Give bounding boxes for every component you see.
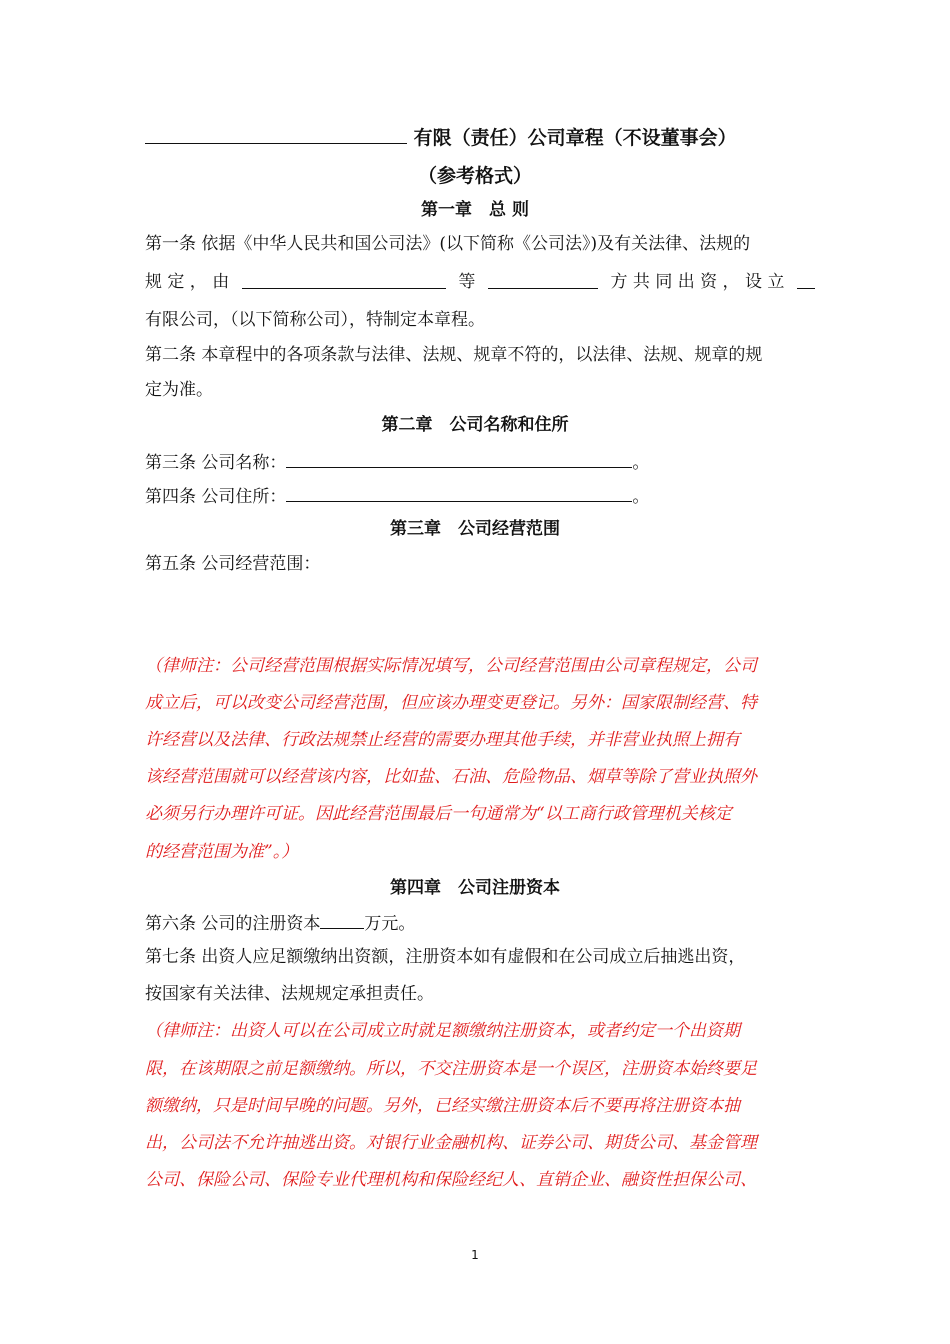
article-1-text-b: 等 xyxy=(458,272,476,292)
document-title xyxy=(145,124,815,152)
article-4-end: 。 xyxy=(632,487,650,507)
lawyer-note-2-line-1: （律师注：出资人可以在公司成立时就足额缴纳注册资本，或者约定一个出资期 xyxy=(145,1021,740,1041)
lawyer-note-2-line-3: 额缴纳，只是时间早晚的问题。另外，已经实缴注册资本后不要再将注册资本抽 xyxy=(145,1096,740,1116)
article-6-unit: 万元。 xyxy=(364,914,416,934)
article-1-line-3: 有限公司，（以下简称公司），特制定本章程。 xyxy=(145,310,485,330)
party-count-blank xyxy=(488,270,598,289)
company-blank xyxy=(797,270,815,289)
article-7-line-2: 按国家有关法律、法规规定承担责任。 xyxy=(145,984,434,1004)
article-1-text-a: 规 定 ， 由 xyxy=(145,272,230,292)
company-name-blank xyxy=(145,125,407,144)
article-2-line-1: 第二条 本章程中的各项条款与法律、法规、规章不符的，以法律、法规、规章的规 xyxy=(145,345,763,365)
article-1-line-1: 第一条 依据《中华人民共和国公司法》(以下简称《公司法》)及有关法律、法规的 xyxy=(145,234,751,254)
page-number: 1 xyxy=(471,1248,479,1262)
article-1-text-c: 方 共 同 出 资 ， 设 立 xyxy=(610,272,785,292)
article-5: 第五条 公司经营范围： xyxy=(145,554,321,574)
lawyer-note-2-line-4: 出，公司法不允许抽逃出资。对银行业金融机构、证券公司、期货公司、基金管理 xyxy=(145,1133,757,1153)
lawyer-note-1-line-2: 成立后，可以改变公司经营范围，但应该办理变更登记。另外：国家限制经营、特 xyxy=(145,693,757,713)
investor-blank xyxy=(242,270,446,289)
article-6-label: 第六条 公司的注册资本 xyxy=(145,914,321,934)
article-2-line-2: 定为准。 xyxy=(145,380,213,400)
article-6 xyxy=(145,910,815,936)
lawyer-note-1-line-4: 该经营范围就可以经营该内容，比如盐、石油、危险物品、烟草等除了营业执照外 xyxy=(145,767,757,787)
lawyer-note-1-line-1: （律师注：公司经营范围根据实际情况填写，公司经营范围由公司章程规定，公司 xyxy=(145,656,757,676)
article-4 xyxy=(145,483,815,509)
chapter-2-heading: 第二章 公司名称和住所 xyxy=(381,415,569,435)
article-1-line-2 xyxy=(145,270,815,294)
article-3 xyxy=(145,449,815,475)
title-suffix: 有限（责任）公司章程（不设董事会） xyxy=(413,127,737,149)
lawyer-note-1-line-3: 许经营以及法律、行政法规禁止经营的需要办理其他手续，并非营业执照上拥有 xyxy=(145,730,740,750)
chapter-1-heading: 第一章 总 则 xyxy=(421,200,529,220)
document-subtitle: （参考格式） xyxy=(417,165,532,187)
article-3-label: 第三条 公司名称： xyxy=(145,453,287,473)
registered-capital-blank xyxy=(320,910,364,929)
article-4-label: 第四条 公司住所： xyxy=(145,487,287,507)
chapter-3-heading: 第三章 公司经营范围 xyxy=(390,519,560,539)
company-name-field-blank xyxy=(286,449,632,468)
company-address-field-blank xyxy=(286,483,632,502)
chapter-4-heading: 第四章 公司注册资本 xyxy=(390,878,560,898)
article-3-end: 。 xyxy=(632,453,650,473)
article-7-line-1: 第七条 出资人应足额缴纳出资额，注册资本如有虚假和在公司成立后抽逃出资， xyxy=(145,947,746,967)
lawyer-note-1-line-6: 的经营范围为准”。） xyxy=(145,842,299,862)
lawyer-note-2-line-2: 限，在该期限之前足额缴纳。所以，不交注册资本是一个误区，注册资本始终要足 xyxy=(145,1059,757,1079)
lawyer-note-1-line-5: 必须另行办理许可证。因此经营范围最后一句通常为“以工商行政管理机关核定 xyxy=(145,804,732,824)
lawyer-note-2-line-5: 公司、保险公司、保险专业代理机构和保险经纪人、直销企业、融资性担保公司、 xyxy=(145,1170,757,1190)
